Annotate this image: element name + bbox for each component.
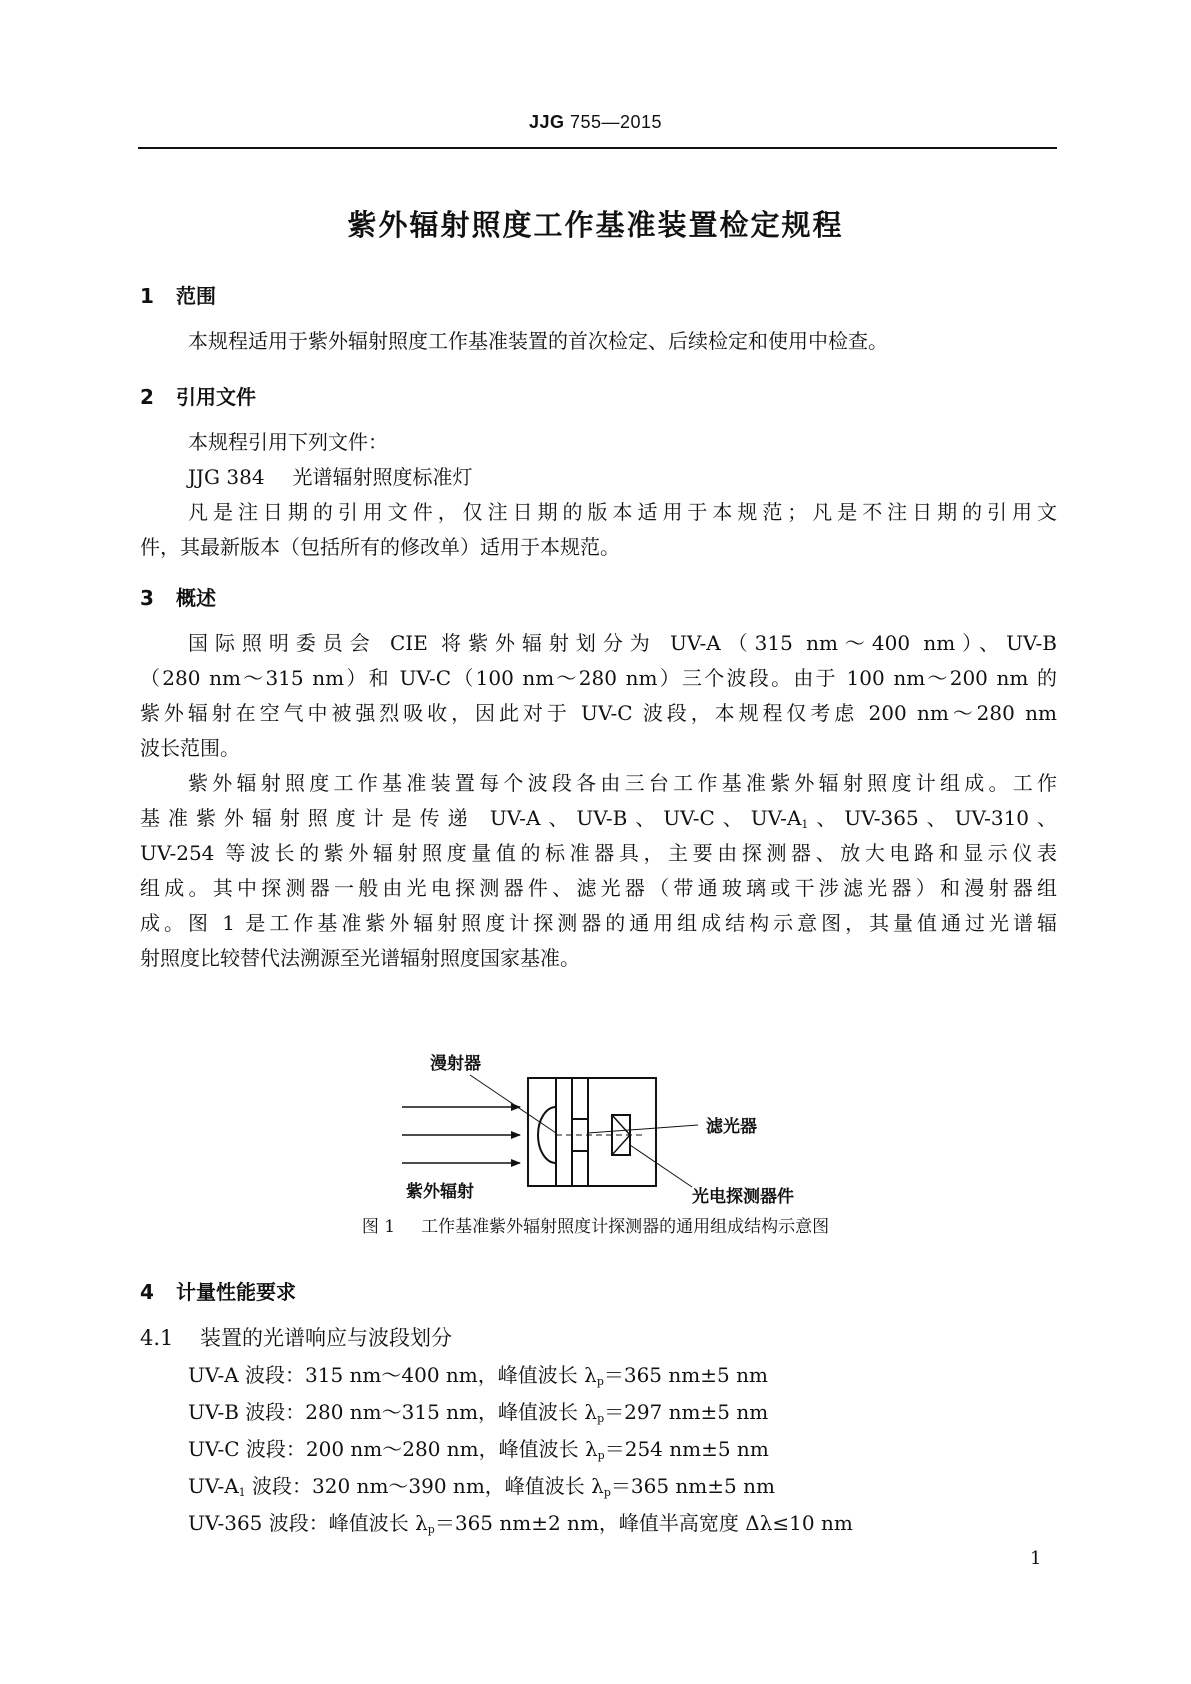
document-title: 紫外辐射照度工作基准装置检定规程 [347, 208, 844, 242]
section-2-heading [140, 381, 256, 410]
band-uv-a: UV-A 波段：315 nm～400 nm，峰值波长 $\lambda_p=365$ nm±5 nm [188, 1363, 768, 1388]
section-3-para-1-line-4: 波长范围。 [140, 736, 240, 760]
section-3-para-2-line-2: 基准紫外辐射照度计是传递 UV-A、UV-B、UV-C、$UV-A_1$、UV-365、UV-310、 [140, 806, 1057, 831]
section-3-para-1-line-2: （280 nm～315 nm）和 UV-C（100 nm～280 nm）三个波段。由于 100 nm～200 nm 的 [140, 666, 1057, 690]
section-1-heading [140, 280, 216, 309]
header-prefix: JJG [528, 112, 565, 132]
section-3-para-2-line-3: UV-254 等波长的紫外辐射照度量值的标准器具，主要由探测器、放大电路和显示仪表 [140, 841, 1057, 865]
subsection-title: 装置的光谱响应与波段划分 [200, 1326, 452, 1350]
label-photodetector: 光电探测器件 [692, 1187, 794, 1205]
section-number: 4 [140, 1280, 154, 1304]
page-header [0, 112, 1191, 133]
reference-title: 光谱辐射照度标准灯 [292, 465, 473, 489]
header-code: 755—2015 [569, 112, 663, 132]
section-number: 1 [140, 284, 154, 308]
section-2-note-line-1: 凡是注日期的引用文件，仅注日期的版本适用于本规范；凡是不注日期的引用文 [188, 500, 1057, 524]
section-2-intro: 本规程引用下列文件： [188, 430, 388, 454]
subsection-4-1-heading [140, 1322, 452, 1352]
leader-filter [588, 1125, 698, 1133]
leader-photodetector [630, 1145, 692, 1187]
detector-housing [528, 1078, 656, 1186]
section-number: 2 [140, 385, 154, 409]
section-3-para-2-line-6: 射照度比较替代法溯源至光谱辐射照度国家基准。 [140, 946, 580, 970]
section-title: 概述 [176, 586, 216, 610]
figure-1-diagram [380, 1045, 840, 1205]
label-uv-radiation: 紫外辐射 [406, 1182, 474, 1202]
section-title: 计量性能要求 [176, 1280, 296, 1304]
reference-item [188, 458, 473, 496]
section-3-para-2-line-4: 组成。其中探测器一般由光电探测器件、滤光器（带通玻璃或干涉滤光器）和漫射器组 [140, 876, 1057, 900]
section-3-para-2-line-5: 成。图 1 是工作基准紫外辐射照度计探测器的通用组成结构示意图，其量值通过光谱辐 [140, 911, 1057, 935]
leader-diffuser [470, 1075, 556, 1133]
diffuser-shape [538, 1107, 556, 1163]
section-3-para-2-line-1: 紫外辐射照度工作基准装置每个波段各由三台工作基准紫外辐射照度计组成。工作 [188, 771, 1057, 795]
section-title: 范围 [176, 284, 216, 308]
section-4-heading [140, 1276, 296, 1305]
section-3-para-1-line-3: 紫外辐射在空气中被强烈吸收，因此对于 UV-C 波段，本规程仅考虑 200 nm～280 nm [140, 701, 1057, 725]
band-uv-c: UV-C 波段：200 nm～280 nm，峰值波长 $\lambda_p=254$ nm±5 nm [188, 1437, 769, 1462]
section-number: 3 [140, 586, 154, 610]
section-3-heading [140, 582, 216, 611]
label-diffuser: 漫射器 [430, 1054, 481, 1074]
section-title: 引用文件 [176, 385, 256, 409]
label-filter: 滤光器 [706, 1117, 757, 1137]
section-3-para-1-line-1: 国际照明委员会 CIE 将紫外辐射划分为 UV-A（315 nm～400 nm）、UV-B [188, 631, 1057, 655]
band-uv-365: UV-365 波段：峰值波长 $\lambda_p=365$ nm±2 nm，峰值半高宽度 Δλ≤10 nm [188, 1511, 853, 1536]
page-number: 1 [1030, 1548, 1042, 1569]
reference-code: JJG 384 [188, 465, 265, 489]
section-1-paragraph: 本规程适用于紫外辐射照度工作基准装置的首次检定、后续检定和使用中检查。 [188, 329, 888, 353]
subsection-number: 4.1 [140, 1326, 174, 1350]
header-rule [138, 147, 1057, 149]
band-uv-b: UV-B 波段：280 nm～315 nm，峰值波长 $\lambda_p=297$ nm±5 nm [188, 1400, 769, 1425]
band-uv-a1: $UV-A_1$ 波段：320 nm～390 nm，峰值波长 $\lambda_p=365$ nm±5 nm [188, 1474, 775, 1499]
figure-1-caption [0, 1212, 1191, 1237]
figure-caption-text: 工作基准紫外辐射照度计探测器的通用组成结构示意图 [421, 1217, 830, 1237]
section-2-note-line-2: 件，其最新版本（包括所有的修改单）适用于本规范。 [140, 535, 620, 559]
figure-number: 图 1 [361, 1217, 396, 1237]
